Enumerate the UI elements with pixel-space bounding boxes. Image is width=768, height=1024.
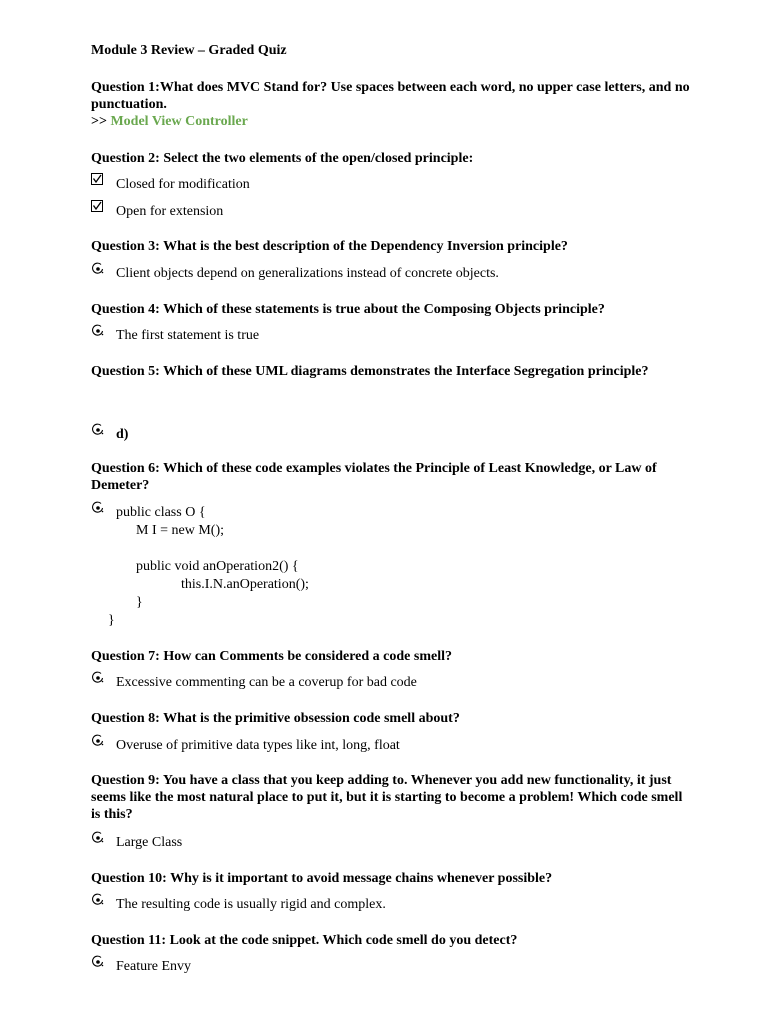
question-4-text: Question 4: Which of these statements is true about the Composing Objects principle? <box>91 302 605 317</box>
option-label: Overuse of primitive data types like int, long, float <box>116 738 400 753</box>
question-8-text: Question 8: What is the primitive obsession code smell about? <box>91 711 460 726</box>
question-1-answer: Model View Controller <box>110 114 248 129</box>
option-label: Excessive commenting can be a coverup for bad code <box>116 675 417 690</box>
checkbox-checked-icon[interactable] <box>91 200 105 214</box>
option-label: Closed for modification <box>116 177 250 192</box>
radio-selected-icon[interactable] <box>91 501 105 515</box>
radio-selected-icon[interactable] <box>91 423 105 437</box>
option-label: Open for extension <box>116 204 224 219</box>
radio-selected-icon[interactable] <box>91 955 105 969</box>
page-title: Module 3 Review – Graded Quiz <box>91 43 287 58</box>
radio-selected-icon[interactable] <box>91 734 105 748</box>
radio-selected-icon[interactable] <box>91 262 105 276</box>
radio-selected-icon[interactable] <box>91 831 105 845</box>
answer-prefix: >> <box>91 114 111 129</box>
radio-selected-icon[interactable] <box>91 671 105 685</box>
question-7-text: Question 7: How can Comments be considered a code smell? <box>91 649 452 664</box>
question-5-text: Question 5: Which of these UML diagrams demonstrates the Interface Segregation principle? <box>91 364 649 379</box>
option-label: Feature Envy <box>116 959 192 974</box>
question-2-text: Question 2: Select the two elements of the open/closed principle: <box>91 151 474 166</box>
question-3-text: Question 3: What is the best description of the Dependency Inversion principle? <box>91 239 568 254</box>
option-label: d) <box>116 427 129 442</box>
radio-selected-icon[interactable] <box>91 893 105 907</box>
code-line: public class O { <box>116 505 206 520</box>
code-line: M I = new M(); <box>136 523 224 538</box>
option-label: Client objects depend on generalizations instead of concrete objects. <box>116 266 499 281</box>
code-line: this.I.N.anOperation(); <box>181 577 309 592</box>
question-10-text: Question 10: Why is it important to avoid message chains whenever possible? <box>91 871 553 886</box>
checkbox-checked-icon[interactable] <box>91 173 105 187</box>
question-11-text: Question 11: Look at the code snippet. Which code smell do you detect? <box>91 933 518 948</box>
question-9-text: Question 9: You have a class that you keep adding to. Whenever you add new functionality, it just seems like the most natural place to put it, but it is starting to become a problem! Which code smell is this? <box>91 773 683 822</box>
option-label: Large Class <box>116 835 183 850</box>
code-line: } <box>108 613 115 628</box>
radio-selected-icon[interactable] <box>91 324 105 338</box>
question-6-text: Question 6: Which of these code examples violates the Principle of Least Knowledge, or Law of Demeter? <box>91 461 657 493</box>
question-1-text: Question 1:What does MVC Stand for? Use spaces between each word, no upper case letters, and no punctuation. <box>91 80 690 112</box>
option-label: The resulting code is usually rigid and complex. <box>116 897 386 912</box>
code-line: public void anOperation2() { <box>136 559 299 574</box>
code-line: } <box>136 595 143 610</box>
option-label: The first statement is true <box>116 328 260 343</box>
